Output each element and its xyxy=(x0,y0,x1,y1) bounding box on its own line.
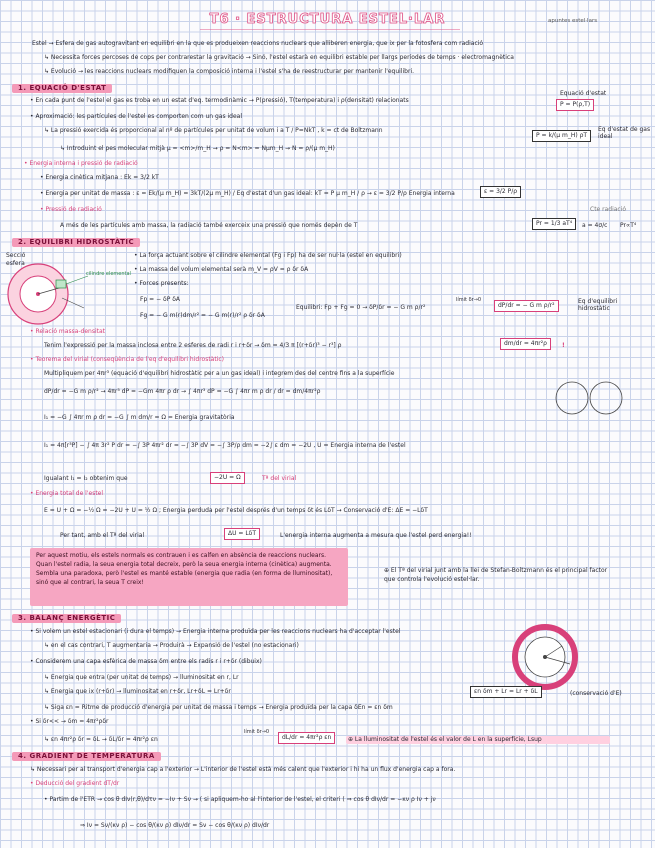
s3-line: ↳ Energia que entra (per unitat de temps) → lluminositat en r, Lr xyxy=(44,674,239,681)
s3-line: ↳ en el cas contrari, T augmentaria → Produirà → Expansió de l'estel (no estacionari) xyxy=(44,642,299,649)
virial-box: −2U = Ω xyxy=(210,472,245,484)
s1-line: • Pressió de radiació xyxy=(40,206,102,213)
s2-line: • Forces presents: xyxy=(134,280,189,287)
balance-note: (conservació d'E) xyxy=(570,690,622,697)
ideal-gas-label: Eq d'estat de gas ideal xyxy=(598,126,651,140)
s2-line: Fg = − G m(r)dm/r² = − G m(r)/r² ρ δr δA xyxy=(140,312,265,319)
s3-line: • Considerem una capa esfèrica de massa δm entre els radis r i r+δr (dibuix) xyxy=(30,658,262,665)
s2-line: Tenim l'expressió per la massa inclosa entre 2 esferes de radi r i r+δr → δm = 4/3 π [(r+δr)³ − r³] ρ xyxy=(44,342,342,349)
corner-note: apuntes estel·lars xyxy=(548,18,598,24)
section-heading: 2. EQUILIBRI HIDROSTÀTIC xyxy=(12,238,140,247)
radiation-note: Pr∝T⁴ xyxy=(620,222,637,229)
circled-note: Cte radiació xyxy=(590,206,627,213)
luminosity-note: ⊕ La lluminositat de l'estel és el valor de L en la superfície, Lsup xyxy=(346,736,610,744)
radiation-box: Pr = 1/3 aT⁴ xyxy=(532,218,576,230)
s1-line: • Energia per unitat de massa : ε = Ek/(μ m_H) = 3kT/(2μ m_H) / Eq d'estat d'un gas ideal: kT = P μ m_H / ρ → ε = 3/2 P/ρ Energia interna xyxy=(40,190,455,197)
paradox-note: Per aquest motiu, els estels normals es contrauen i es calfen en absència de reaccions nuclears. Quan l'estel radia, la seua energia total decreix, però la seua energia interna (cinètica) augmenta. Sembla una paradoxa, però l'estel es manté estable (energia que radia (en forma de lluminositat), sinó que al contrari, la seua T creix! xyxy=(30,548,348,606)
eq-state-box: P = P(ρ,T) xyxy=(556,99,594,111)
title-underline xyxy=(0,0,655,30)
hydro-label: Eq d'equilibri hidrostàtic xyxy=(578,298,618,312)
s2-line: Multipliquem per 4πr³ (equació d'equilibri hidrostàtic per a un gas ideal) i integrem des del centre fins a la superfície xyxy=(44,370,395,377)
s2-line: límit δr→0 xyxy=(456,297,482,303)
s2-line: I₁ = −G ∫ 4πr m ρ dr = −G ∫ m dm/r = Ω = Energia gravitatòria xyxy=(44,414,235,421)
internal-energy-box: ε = 3/2 P/ρ xyxy=(480,186,521,198)
s4-line: ⇒ Iν = Sν/(κν ρ) − cos θ/(κν ρ) dIν/dr = Sν − cos θ/(κν ρ) dIν/dr xyxy=(80,822,270,829)
virial-side-note: ⊕ El Tª del virial junt amb la llei de Stefan-Boltzmann és el principal factor que controla l'evolució estel·lar. xyxy=(384,567,608,583)
s2-line: I₁ = 4π[r³P] − ∫ 4π 3r² P dr = −∫ 3P 4πr² dr = −∫ 3P dV = −∫ 3P/ρ dm = −2∫ ε dm = −2U , U = Energia interna de l'estel xyxy=(44,442,406,449)
s3-line: • Si volem un estel estacionari (i dura el temps) → Energia interna produïda per les reaccions nuclears ha d'acceptar l'estel xyxy=(30,628,401,635)
s1-line: ↳ Introduint el pes molecular mitjà μ = <m>/m_H → ρ = N<m> = Nμm_H → N = ρ/(μ m_H) xyxy=(60,145,335,152)
virial-label: Tª del virial xyxy=(262,475,297,482)
diagram-cyl: cilindre elemental xyxy=(86,271,131,277)
s4-line: • Partim de l'ETR → cos θ dIν(r,θ)/dτν = −Iν + Sν → ( si apliquem-ho al l'interior de l'estel, el criteri ( ⇒ cos θ dIν/dr = −κν ρ Iν + jν xyxy=(44,796,436,803)
s1-line: • Aproximació: les partícules de l'estel es comporten com un gas ideal xyxy=(30,113,243,120)
s4-line: ↳ Necessari per al transport d'energia cap a l'exterior → L'interior de l'estel està més calent que l'exterior i hi ha un flux d'energia cap a fora. xyxy=(30,766,456,773)
intro-line: Estel → Esfera de gas autogravitant en equilibri en la que es produeixen reaccions nuclears que alliberen energia, que ix per la fotosfera com radiació xyxy=(32,40,484,47)
intro-line: ↳ Necessita forces percoses de cops per contrarestar la gravitació → Sinó, l'estel estarà en equilibri estable per llargs períodes de temps · electromagnètica xyxy=(44,54,514,61)
s3-line: ↳ εn 4πr²ρ δr = δL → δL/δr = 4πr²ρ εn xyxy=(44,736,158,743)
eq-state-label: Equació d'estat xyxy=(560,90,607,97)
luminosity-gradient-box: dL/dr = 4πr²ρ εn xyxy=(278,732,335,744)
s3-line: límit δr→0 xyxy=(244,729,270,735)
s1-line: • Energia cinètica mitjana : Ek = 3/2 kT xyxy=(40,174,159,181)
s1-line: ↳ La pressió exercida és proporcional al nº de partícules per unitat de volum i a T / P=NkT , k = ct de Boltzmann xyxy=(44,127,383,134)
s3-line: ↳ Siga εn = Ritme de producció d'energia per unitat de massa i temps → Energia produïda per la capa δEn = εn δm xyxy=(44,704,393,711)
s2-line: E = U + Ω = −½ Ω = −2U + U = ½ Ω ; Energia perduda per l'estel després d'un temps δt és LδT → Conservació d'E: ΔE = −LδT xyxy=(44,507,428,514)
s3-line: ↳ Energia que ix (r+δr) → lluminositat en r+δr, Lr+δL = Lr+δr xyxy=(44,688,231,695)
s2-line: L'energia interna augmenta a mesura que l'estel perd energia!! xyxy=(280,532,472,539)
s3-line: • Si δr<< → δm = 4πr²ρδr xyxy=(30,718,109,725)
shell-sketch xyxy=(554,378,634,418)
intro-line: ↳ Evolució → les reaccions nuclears modifiquen la composició interna i l'estel s'ha de reestructurar per mantenir l'equilibri. xyxy=(44,68,415,75)
section-heading: 4. GRADIENT DE TEMPERATURA xyxy=(12,752,161,761)
s2-line: • Teorema del virial (conseqüència de l'eq d'equilibri hidrostàtic) xyxy=(30,356,225,363)
ideal-gas-box: P = k/(μ m_H) ρT xyxy=(532,130,591,142)
diagram-label: esfera xyxy=(6,260,25,267)
s1-line: • En cada punt de l'estel el gas es troba en un estat d'eq. termodinàmic → P(pressió), T(temperatura) i ρ(densitat) relacionats xyxy=(30,97,409,104)
hydro-box: dP/dr = − G m ρ/r² xyxy=(494,300,559,312)
s2-line: • Energia total de l'estel xyxy=(30,490,104,497)
s2-line: Equilibri: Fp + Fg = 0 → δP/δr = − G m ρ/r² xyxy=(296,304,426,311)
s1-line: • Energia interna i pressió de radiació xyxy=(24,160,138,167)
shell-diagram xyxy=(510,622,580,692)
s1-line: A més de les partícules amb massa, la radiació també exerceix una pressió que només depèn de T xyxy=(60,222,358,229)
s2-line: dP/dr = −G m ρ/r² → 4πr³ dP = −Gm 4πr ρ dr → ∫ 4πr³ dP = −G ∫ 4πr m ρ dr / dr = dm/4πr²ρ xyxy=(44,388,321,395)
s2-line: • La massa del volum elemental serà m_V = ρV = ρ δr δA xyxy=(134,266,309,273)
s2-line: Per tant, amb el Tª del virial xyxy=(60,532,145,539)
diagram-label: Secció xyxy=(6,252,26,259)
page-title: T6 · ESTRUCTURA ESTEL·LAR xyxy=(209,12,446,27)
s2-line: • La força actuant sobre el cilindre elemental (Fg i Fp) ha de ser nul·la (estel en equilibri) xyxy=(134,252,402,259)
s2-line: Igualant I₁ = I₂ obtenim que xyxy=(44,475,128,482)
section-heading: 1. EQUACIÓ D'ESTAT xyxy=(12,84,112,93)
delta-u-box: ΔU = LδT xyxy=(224,528,260,540)
s2-line: Fp = − δP δA xyxy=(140,296,181,303)
section-heading: 3. BALANÇ ENERGÈTIC xyxy=(12,614,121,623)
mass-continuity-box: dm/dr = 4πr²ρ xyxy=(500,338,551,350)
exclamation: ! xyxy=(562,342,565,349)
radiation-a: a = 4σ/c xyxy=(582,222,608,229)
s4-line: • Deducció del gradient dT/dr xyxy=(30,780,120,787)
s2-line: • Relació massa-densitat xyxy=(30,328,106,335)
energy-balance-box: εn δm + Lr = Lr + δL xyxy=(470,686,542,698)
